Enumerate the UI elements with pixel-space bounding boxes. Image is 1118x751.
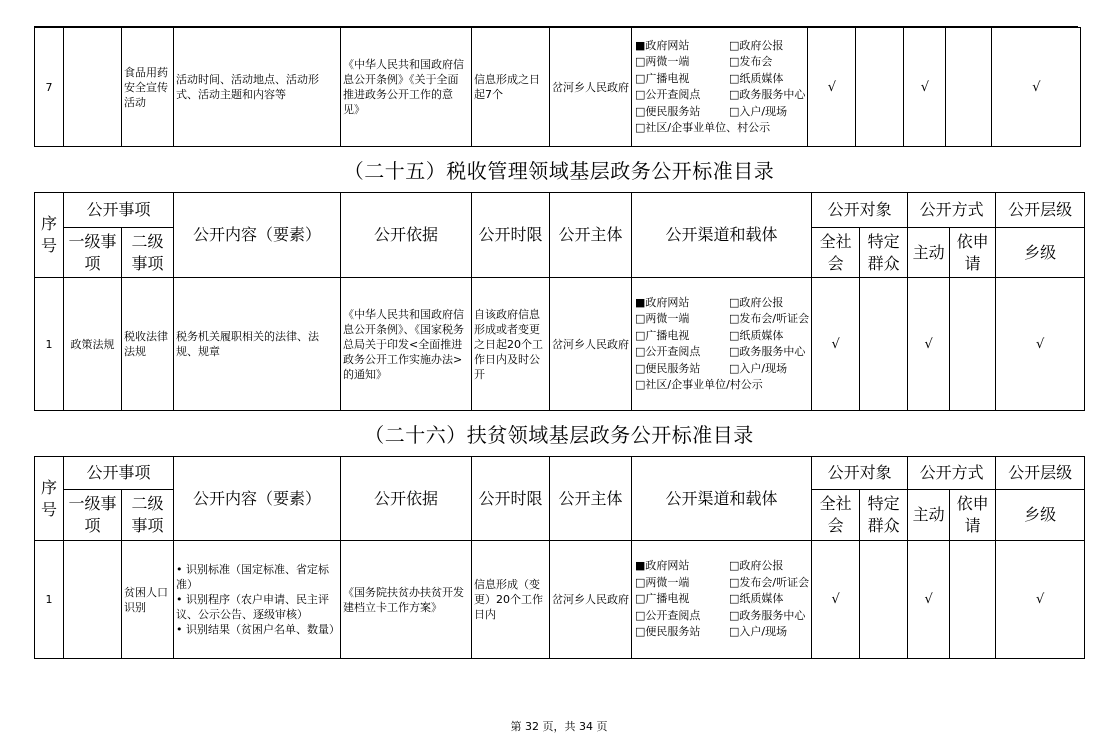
channel-header: 公开渠道和载体 [632, 193, 812, 278]
subject-cell: 岔河乡人民政府 [550, 278, 632, 411]
channel-line: □广播电视 □纸质媒体 [635, 328, 784, 342]
level1-header: 一级事项 [64, 490, 122, 541]
channel-line: □公开查阅点 □政务服务中心 [635, 608, 806, 622]
channel-line: □广播电视 □纸质媒体 [635, 592, 784, 606]
tax-table [34, 192, 1085, 411]
target-header: 公开对象 [812, 193, 908, 228]
page-footer: 第 32 页，共 34 页 [510, 720, 608, 733]
matter-header: 公开事项 [64, 193, 174, 228]
target-all-header: 全社会 [812, 490, 860, 541]
channel-line: ■政府网站 □政府公报 [635, 295, 784, 309]
method-header: 公开方式 [908, 193, 996, 228]
content-item: • 识别结果（贫困户名单、数量） [176, 623, 340, 636]
basis-header: 公开依据 [341, 457, 472, 541]
channel-cell [632, 28, 808, 147]
time-limit-cell: 信息形成之日起7个 [472, 28, 550, 147]
level1-cell [64, 541, 122, 659]
channel-cell [632, 541, 812, 659]
target-specific-check [860, 278, 908, 411]
content-item: • 识别标准（国定标准、省定标准） [176, 563, 329, 591]
method-active-header: 主动 [908, 490, 950, 541]
method-active-check: √ [908, 541, 950, 659]
seq-header: 序号 [35, 193, 64, 278]
level1-header: 一级事项 [64, 228, 122, 278]
channel-line: ■政府网站 □政府公报 [635, 38, 784, 52]
seq-cell: 1 [35, 278, 64, 411]
channel-line: □公开查阅点 □政务服务中心 [635, 345, 806, 358]
content-cell: 税务机关履职相关的法律、法规、规章 [174, 278, 341, 411]
channel-header: 公开渠道和载体 [632, 457, 812, 541]
target-header: 公开对象 [812, 457, 908, 490]
channel-line: □便民服务站 □入户/现场 [635, 361, 788, 375]
basis-cell: 《国务院扶贫办扶贫开发建档立卡工作方案》 [341, 541, 472, 659]
basis-cell: 《中华人民共和国政府信息公开条例》、《国家税务总局关于印发<全面推进政务公开工作实施办法>的通知》 [341, 278, 472, 411]
target-specific-header: 特定群众 [860, 490, 908, 541]
seq-cell: 1 [35, 541, 64, 659]
level-town-check: √ [996, 541, 1085, 659]
channel-line: □公开查阅点 □政务服务中心 [635, 88, 806, 101]
level-town-check: √ [996, 278, 1085, 411]
content-header: 公开内容（要素） [174, 193, 341, 278]
channel-line: □两微一端 □发布会/听证会 [635, 312, 810, 325]
level2-cell: 食品用药安全宣传活动 [122, 28, 174, 147]
time-limit-cell: 信息形成（变更）20个工作日内 [472, 541, 550, 659]
level-header: 公开层级 [996, 193, 1085, 228]
table-row [35, 28, 1081, 147]
channel-line: □社区/企事业单位、村公示 [635, 121, 771, 134]
method-request-check [950, 541, 996, 659]
channel-line: ■政府网站 □政府公报 [635, 559, 784, 573]
time-limit-header: 公开时限 [472, 457, 550, 541]
method-header: 公开方式 [908, 457, 996, 490]
section-title-poverty: （二十六）扶贫领域基层政务公开标准目录 [364, 423, 754, 447]
target-specific-header: 特定群众 [860, 228, 908, 278]
channel-line: □社区/企事业单位/村公示 [635, 378, 763, 391]
level-town-header: 乡级 [996, 228, 1085, 278]
level1-cell: 政策法规 [64, 278, 122, 411]
level2-cell: 贫困人口识别 [122, 541, 174, 659]
content-cell: 活动时间、活动地点、活动形式、活动主题和内容等 [174, 28, 341, 147]
target-all-check: √ [808, 28, 856, 147]
level-header: 公开层级 [996, 457, 1085, 490]
seq-header: 序号 [35, 457, 64, 541]
channel-line: □两微一端 □发布会/听证会 [635, 575, 810, 589]
level2-header: 二级事项 [122, 228, 174, 278]
continuation-table [34, 27, 1081, 147]
channel-line: □广播电视 □纸质媒体 [635, 71, 784, 85]
content-cell [174, 541, 341, 659]
header-row [35, 457, 1085, 490]
level-town-header: 乡级 [996, 490, 1085, 541]
content-header: 公开内容（要素） [174, 457, 341, 541]
channel-cell [632, 278, 812, 411]
level2-cell: 税收法律法规 [122, 278, 174, 411]
target-specific-check [856, 28, 904, 147]
level-town-check: √ [992, 28, 1081, 147]
subject-header: 公开主体 [550, 457, 632, 541]
method-active-header: 主动 [908, 228, 950, 278]
method-request-header: 依申请 [950, 228, 996, 278]
table-row [35, 541, 1085, 659]
target-specific-check [860, 541, 908, 659]
target-all-check: √ [812, 541, 860, 659]
method-request-check [950, 278, 996, 411]
content-item: • 识别程序（农户申请、民主评议、公示公告、逐级审核） [176, 593, 329, 621]
matter-header: 公开事项 [64, 457, 174, 490]
method-active-check: √ [904, 28, 946, 147]
section-title-tax: （二十五）税收管理领域基层政务公开标准目录 [343, 159, 775, 183]
basis-cell: 《中华人民共和国政府信息公开条例》《关于全面推进政务公开工作的意见》 [341, 28, 472, 147]
table-row [35, 278, 1085, 411]
header-row [35, 193, 1085, 228]
channel-line: □便民服务站 □入户/现场 [635, 104, 788, 118]
target-all-header: 全社会 [812, 228, 860, 278]
subject-cell: 岔河乡人民政府 [550, 541, 632, 659]
method-active-check: √ [908, 278, 950, 411]
poverty-table [34, 456, 1085, 659]
basis-header: 公开依据 [341, 193, 472, 278]
level1-cell [64, 28, 122, 147]
seq-cell: 7 [35, 28, 64, 147]
channel-line: □便民服务站 □入户/现场 [635, 625, 788, 639]
subject-cell: 岔河乡人民政府 [550, 28, 632, 147]
time-limit-header: 公开时限 [472, 193, 550, 278]
method-request-check [946, 28, 992, 147]
time-limit-cell: 自该政府信息形成或者变更之日起20个工作日内及时公开 [472, 278, 550, 411]
target-all-check: √ [812, 278, 860, 411]
channel-line: □两微一端 □发布会 [635, 55, 773, 68]
subject-header: 公开主体 [550, 193, 632, 278]
method-request-header: 依申请 [950, 490, 996, 541]
level2-header: 二级事项 [122, 490, 174, 541]
